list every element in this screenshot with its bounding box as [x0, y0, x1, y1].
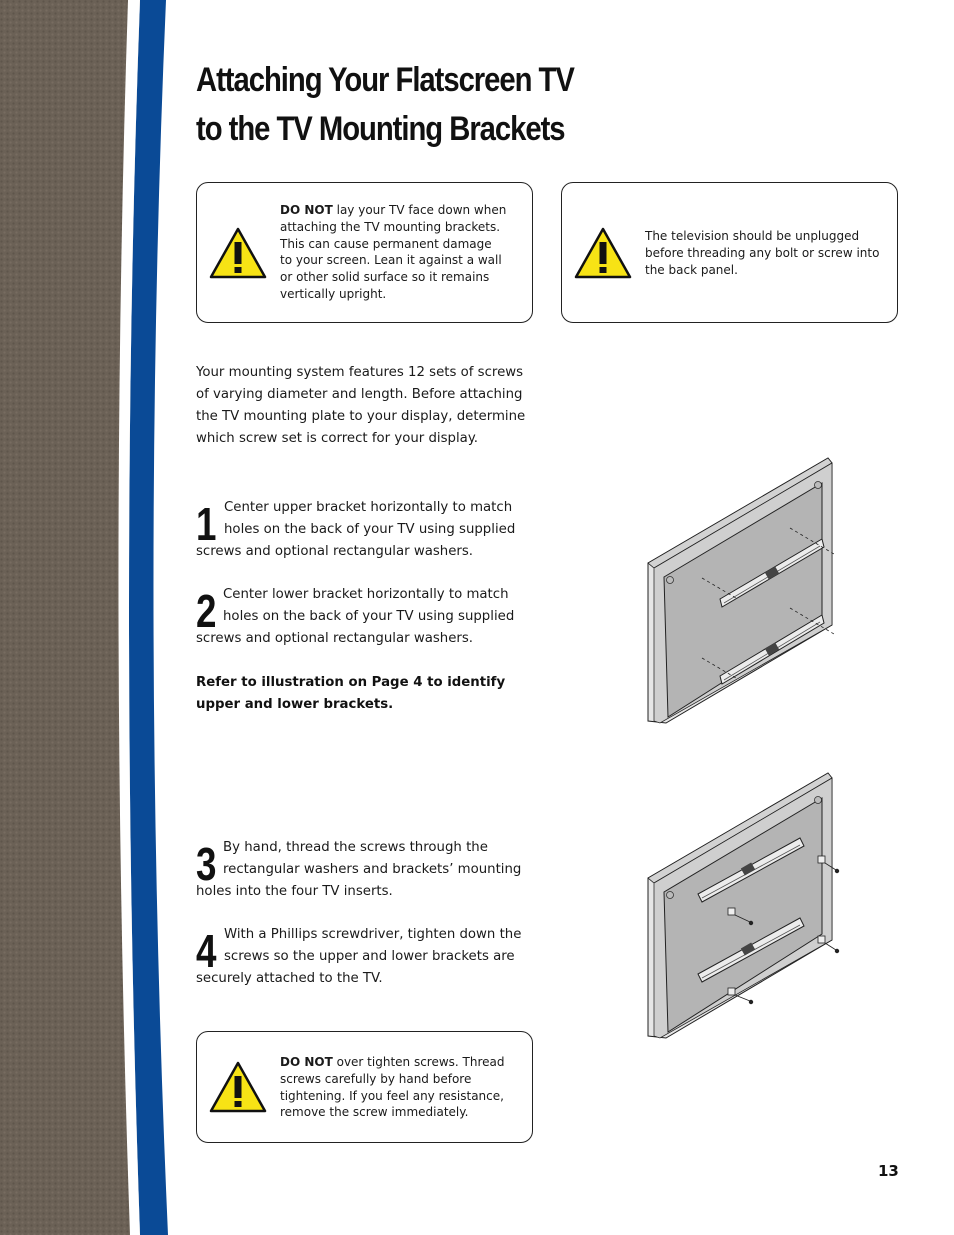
intro-paragraph: Your mounting system features 12 sets of screws of varying diameter and length. Before attaching the TV mounting plate to your display, determine which screw set is correct for your display.	[196, 365, 526, 446]
page-title-line-2: to the TV Mounting Brackets	[196, 110, 565, 148]
tv-bracket-screw-illustration	[640, 770, 840, 1040]
bracket-reference-note: Refer to illustration on Page 4 to identify upper and lower brackets.	[196, 675, 506, 712]
tv-bracket-alignment-illustration	[640, 455, 840, 725]
warning-box-over-tighten	[196, 1031, 533, 1143]
warning-triangle-icon	[209, 227, 267, 279]
warning-triangle-icon	[574, 227, 632, 279]
warning-bold-do-not: DO NOT	[280, 203, 333, 217]
page-title	[196, 56, 643, 154]
step-2: 2 Center lower bracket horizontally to match holes on the back of your TV using supplied screws and optional rectangular washers.	[196, 585, 515, 646]
page-title-line-1: Attaching Your Flatscreen TV	[196, 61, 574, 99]
step-1: 1 Center upper bracket horizontally to match holes on the back of your TV using supplied screws and optional rectangular washers.	[196, 498, 516, 559]
step-number: 2	[196, 585, 217, 637]
warning-text-unplug: The television should be unplugged before threading any bolt or screw into the back panel.	[645, 229, 880, 277]
page-number: 13	[878, 1162, 899, 1180]
warning-triangle-icon	[209, 1061, 267, 1113]
warning-text-over-tighten: DO NOT over tighten screws. Thread screws carefully by hand before tightening. If you feel any resistance, remove the screw immediately.	[280, 1055, 505, 1120]
step-number: 1	[196, 498, 217, 550]
step-3: 3 By hand, thread the screws through the rectangular washers and brackets’ mounting holes into the four TV inserts.	[196, 838, 522, 899]
step-number: 3	[196, 838, 217, 890]
warning-text-face-down: DO NOT lay your TV face down when attaching the TV mounting brackets. This can cause permanent damage to your screen. Lean it against a wall or other solid surface so it remains vertically upright.	[280, 203, 507, 301]
step-number: 4	[196, 925, 217, 977]
warning-box-unplug	[561, 182, 898, 323]
warning-box-face-down	[196, 182, 533, 323]
warning-bold-do-not: DO NOT	[280, 1055, 333, 1069]
step-4: 4 With a Phillips screwdriver, tighten down the screws so the upper and lower brackets are securely attached to the TV.	[196, 925, 522, 986]
decorative-sidebar	[0, 0, 170, 1235]
